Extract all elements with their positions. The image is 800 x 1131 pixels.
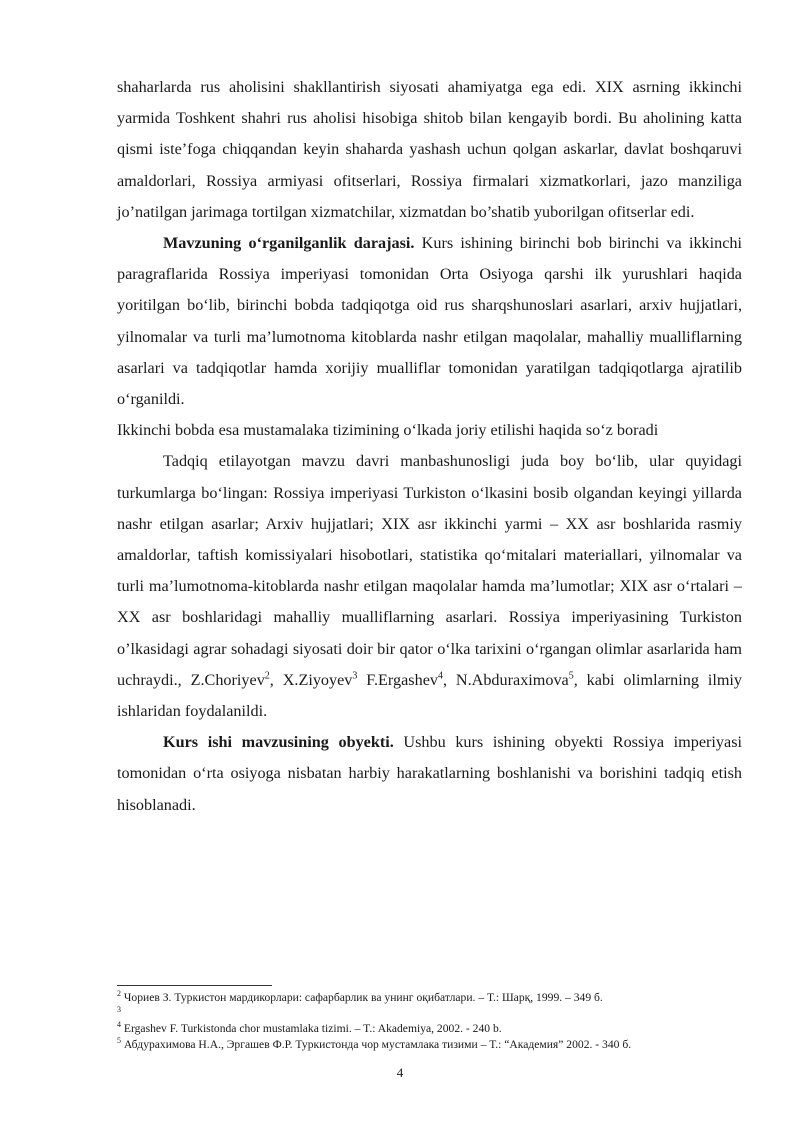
paragraph-4-tail: , kabi olimlarning ilmiy ishlaridan foydalanildi. (117, 670, 742, 721)
footnote-2 (117, 990, 742, 1006)
footnote-number: 4 (117, 1020, 121, 1030)
footnote-text: Абдурахимова Н.А., Эргашев Ф.Р. Туркистонда чор мустамлака тизими – Т.: “Академия” 2002. - 340 б. (121, 1037, 632, 1051)
paragraph-1-text: shaharlarda rus aholisini shakllantirish siyosati ahamiyatga ega edi. XIX asrning ikkinchi yarmida Toshkent shahri rus aholisi hisobiga shitob bilan kengayib bordi. Bu aholining katta qismi iste’foga chiqqandan keyin shaharda yashash uchun qolgan askarlar, davlat boshqaruvi amaldorlari, Rossiya armiyasi ofitserlari, Rossiya firmalari xizmatkorlari, jazo manziliga jo’natilgan jarimaga tortilgan xizmatchilar, xizmatdan bo’shatib yuborilgan ofitserlar edi. (117, 78, 742, 221)
paragraph-4-text: Tadqiq etilayotgan mavzu davri manbashunosligi juda boy bo‘lib, ular quyidagi turkumlarga bo‘lingan: Rossiya imperiyasi Turkiston o‘lkasini bosib olgandan keyingi yillarda nashr etilgan asarlar; Arxiv hujjatlari; XIX asr ikkinchi yarmi – XX asr boshlarida rasmiy amaldorlar, taftish komissiyalari hisobotlari, statistika qo‘mitalari materiallari, yilnomalar va turli ma’lumotnoma-kitoblarda nashr etilgan maqolalar hamda ma’lumotlar; XIX asr o‘rtalari – XX asr boshlaridagi mahalliy mualliflarning asarlari. Rossiya imperiyasining Turkiston o’lkasidagi agrar sohadagi siyosati doir bir qator o‘lka tarixini o‘rgangan olimlar asarlarida ham uchraydi., (117, 452, 742, 689)
footnote-4 (117, 1021, 742, 1037)
page-number: 4 (396, 1065, 404, 1080)
footnotes (117, 985, 742, 1052)
paragraph-5 (117, 727, 742, 821)
author-ergashev: F.Ergashev (357, 670, 438, 689)
author-ziyoyev: , X.Ziyoyev (269, 670, 353, 689)
paragraph-2 (117, 228, 742, 415)
footnote-divider (117, 985, 272, 986)
section-heading-study-level: Mavzuning o‘rganilganlik darajasi. (163, 234, 415, 253)
footnote-text: Ergashev F. Turkistonda chor mustamlaka tizimi. – T.: Akademiya, 2002. - 240 b. (121, 1022, 502, 1035)
footnote-number: 5 (117, 1035, 121, 1045)
footnote-text: Чориев З. Туркистон мардикорлари: сафарбарлик ва унинг оқибатлари. – Т.: Шарқ, 1999. – 349 б. (121, 991, 603, 1004)
footnote-5 (117, 1037, 742, 1053)
author-choriyev: Z.Choriyev (181, 670, 265, 689)
footnote-3 (117, 1006, 742, 1022)
paragraph-2-text: Kurs ishining birinchi bob birinchi va ikkinchi paragraflarida Rossiya imperiyasi tomonidan Orta Osiyoga qarshi ilk yurushlari haqida yoritilgan bo‘lib, birinchi bobda tadqiqotga oid rus sharqshunoslari asarlari, arxiv hujjatlari, yilnomalar va turli ma’lumotnoma kitoblarda nashr etilgan maqolalar, mahalliy mualliflarning asarlari va tadqiqotlar hamda xorijiy mualliflar tomonidan yaratilgan tadqiqotlarga ajratilib o‘rganildi. (117, 234, 742, 409)
section-heading-object: Kurs ishi mavzusining obyekti. (163, 733, 394, 752)
footnote-ref-3[interactable]: 3 (352, 670, 358, 682)
footnote-ref-4[interactable]: 4 (437, 670, 443, 682)
author-abduraximova: , N.Abduraximova (442, 670, 569, 689)
paragraph-5-text: Ushbu kurs ishining obyekti Rossiya imperiyasi tomonidan o‘rta osiyoga nisbatan harbiy harakatlarning boshlanishi va borishini tadqiq etish hisoblanadi. (117, 733, 742, 814)
footnote-ref-2[interactable]: 2 (264, 670, 270, 682)
footnote-ref-5[interactable]: 5 (568, 670, 574, 682)
paragraph-1 (117, 72, 742, 228)
footnote-number: 2 (117, 989, 121, 999)
footnote-number: 3 (117, 1004, 121, 1014)
paragraph-3-text: Ikkinchi bobda esa mustamalaka tizimining o‘lkada joriy etilishi haqida so‘z boradi (117, 421, 659, 440)
paragraph-4 (117, 446, 742, 727)
paragraph-3 (117, 415, 742, 446)
document-body (117, 72, 742, 821)
